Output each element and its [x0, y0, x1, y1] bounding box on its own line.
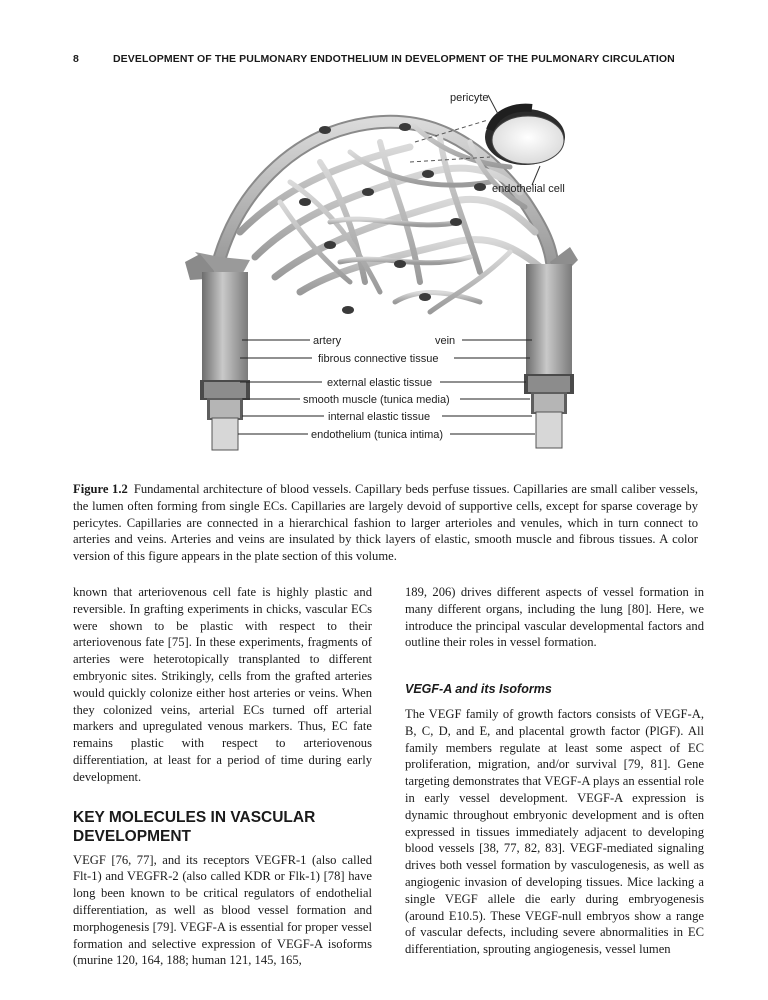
- artery-vessel: [185, 252, 250, 450]
- label-fibrous-connective-tissue: fibrous connective tissue: [318, 353, 439, 365]
- subheading: VEGF-A and its Isoforms: [405, 682, 552, 697]
- figure-caption: [73, 481, 698, 565]
- figure-caption-label: Figure 1.2: [73, 482, 128, 496]
- left-paragraph-1: known that arteriovenous cell fate is highly plastic and reversible. In grafting experiments in chicks, vascular ECs were shown to be plastic with respect to their arteriovenous fate [75]. In these experiments, fragments of arteries were heterotopically transplanted to different embryonic sites. Strikingly, cells from the grafted arteries would quickly colonize either host arteries or veins. When they colonized veins, arterial ECs turned off arterial markers and upregulated venous markers. Thus, EC fate remains plastic with respect to arteriovenous differentiation, at least for a period of time during early development.: [73, 585, 372, 784]
- figure-caption-text: Fundamental architecture of blood vessels. Capillary beds perfuse tissues. Capillaries are small caliber vessels, the lumen often forming from single ECs. Capillaries are largely devoid of supportive cells, except for sparse coverage by pericytes. Capillaries are connected in a hierarchical fashion to larger arterioles and venules, which in turn connect to arteries and veins. Arteries and veins are insulated by thick layers of elastic, smooth muscle and fibrous tissues. A color version of this figure appears in the plate section of this volume.: [73, 482, 698, 564]
- running-title: DEVELOPMENT OF THE PULMONARY ENDOTHELIUM IN DEVELOPMENT OF THE PULMONARY CIRCULATION: [113, 53, 675, 65]
- label-endothelial-cell: endothelial cell: [492, 183, 565, 195]
- vein-vessel: [524, 247, 578, 448]
- label-endothelium: endothelium (tunica intima): [311, 429, 444, 441]
- right-paragraph-2: The VEGF family of growth factors consists of VEGF-A, B, C, D, and E, and placental growth factor (PlGF). All family members regulate at least some aspect of EC proliferation, migration, and/or survival [79, 81]. Gene targeting demonstrates that VEGF-A plays an essential role in early vessel development. VEGF-A expression is dynamic throughout embryonic development and is often expressed in tissues immediately adjacent to developing blood vessels [38, 77, 82, 83]. VEGF-mediated signaling drives both vessel formation by vasculogenesis, as well as angiogenic invasion of developing tissues. Mice lacking a single VEGF allele die early during embryogenesis (around E10.5). These VEGF-null embryos show a range of vascular defects, including severe abnormalities in EC differentiation, sprouting angiogenesis, vessel lumen: [405, 706, 704, 957]
- right-paragraph-1: 189, 206) drives different aspects of vessel formation in many different organs, including the lung [80]. Here, we introduce the principal vascular developmental factors and outline their roles in vessel formation.: [405, 585, 704, 650]
- left-paragraph-2: VEGF [76, 77], and its receptors VEGFR-1 (also called Flt-1) and VEGFR-2 (also called KDR or Flk-1) [78] have long been known to be critical regulators of endothelial differentiation, as well as blood vessel formation and morphogenesis [79]. VEGF-A is essential for proper vessel formation and selective expression of VEGF-A isoforms (murine 120, 164, 188; human 121, 145, 165,: [73, 852, 372, 968]
- running-head: [73, 53, 698, 65]
- blood-vessel-figure: [180, 82, 590, 467]
- label-artery: artery: [313, 335, 342, 347]
- right-column: [405, 584, 704, 958]
- left-column: [73, 584, 372, 969]
- vessel-illustration: [180, 82, 590, 467]
- label-pericyte: pericyte: [450, 92, 489, 104]
- label-vein: vein: [435, 335, 456, 347]
- label-external-elastic-tissue: external elastic tissue: [327, 377, 433, 389]
- label-internal-elastic-tissue: internal elastic tissue: [328, 411, 431, 423]
- label-smooth-muscle: smooth muscle (tunica media): [303, 394, 450, 406]
- section-heading: KEY MOLECULES IN VASCULAR DEVELOPMENT: [73, 808, 316, 845]
- page-number: 8: [73, 53, 79, 65]
